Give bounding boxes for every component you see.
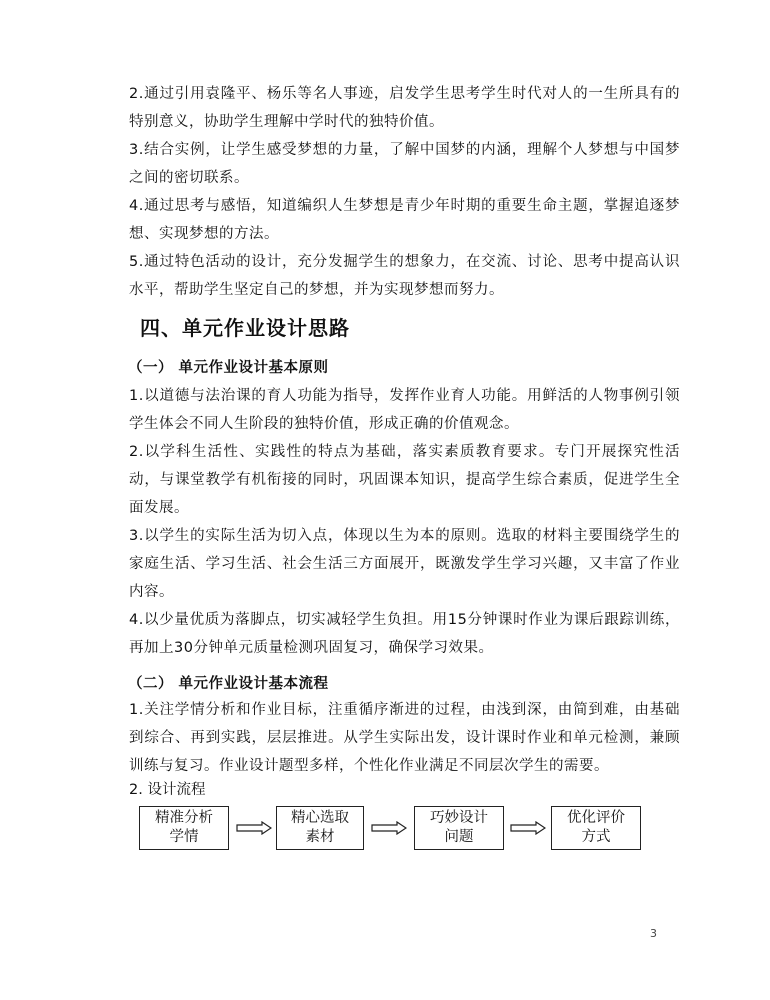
paragraph-text: 4.以少量优质为落脚点，切实减轻学生负担。用15分钟课时作业为课后跟踪训练，再加上30分钟单元质量检测巩固复习，确保学习效果。 [129,612,680,656]
paragraph-text: 2.以学科生活性、实践性的特点为基础，落实素质教育要求。专门开展探究性活动，与课堂教学有机衔接的同时，巩固课本知识，提高学生综合素质，促进学生全面发展。 [129,444,680,516]
section-title: 四、单元作业设计思路 [140,316,350,340]
paragraph-text: 5.通过特色活动的设计，充分发掘学生的想象力，在交流、讨论、思考中提高认识水平，帮助学生坚定自己的梦想，并为实现梦想而努力。 [129,254,680,298]
paragraph-text: 4.通过思考与感悟，知道编织人生梦想是青少年时期的重要生命主题，掌握追逐梦想、实现梦想的方法。 [129,198,680,242]
process-paragraph-1 [100,696,680,780]
paragraph-text: 1.关注学情分析和作业目标，注重循序渐进的过程，由浅到深，由简到难，由基础到综合、再到实践，层层推进。从学生实际出发，设计课时作业和单元检测，兼顾训练与复习。作业设计题型多样，个性化作业满足不同层次学生的需要。 [129,702,680,774]
flow-step-4 [551,806,641,850]
principle-paragraph-1 [100,382,680,438]
flow-step-text: 精心选取素材 [291,810,349,845]
right-arrow-icon [371,821,407,835]
principle-paragraph-2 [100,438,680,522]
paragraph-text: 2.通过引用袁隆平、杨乐等名人事迹，启发学生思考学生时代对人的一生所具有的特别意义，协助学生理解中学时代的独特价值。 [129,86,680,130]
flow-step-1 [139,806,229,850]
paragraph-text: 3.结合实例，让学生感受梦想的力量，了解中国梦的内涵，理解个人梦想与中国梦之间的密切联系。 [129,142,680,186]
subsection-title-principles: （一） 单元作业设计基本原则 [128,360,329,376]
paragraph-text: 1.以道德与法治课的育人功能为指导，发挥作业育人功能。用鲜活的人物事例引领学生体会不同人生阶段的独特价值，形成正确的价值观念。 [129,388,680,432]
right-arrow-icon [236,821,272,835]
page-number: 3 [650,927,657,940]
flow-step-text: 优化评价方式 [567,810,625,845]
flow-step-3 [414,806,504,850]
paragraph-top-3 [100,192,680,248]
flow-step-2 [276,806,364,850]
paragraph-top-4 [100,248,680,304]
paragraph-top-1 [100,80,680,136]
flow-label: 2. 设计流程 [129,782,206,798]
subsection-title-process: （二） 单元作业设计基本流程 [128,676,329,692]
paragraph-top-2 [100,136,680,192]
principle-paragraph-3 [100,522,680,606]
paragraph-text: 3.以学生的实际生活为切入点，体现以生为本的原则。选取的材料主要围绕学生的家庭生活、学习生活、社会生活三方面展开，既激发学生学习兴趣，又丰富了作业内容。 [129,528,680,600]
right-arrow-icon [510,821,546,835]
principle-paragraph-4 [100,606,680,662]
flow-step-text: 精准分析学情 [155,810,213,845]
flow-step-text: 巧妙设计问题 [430,810,488,845]
